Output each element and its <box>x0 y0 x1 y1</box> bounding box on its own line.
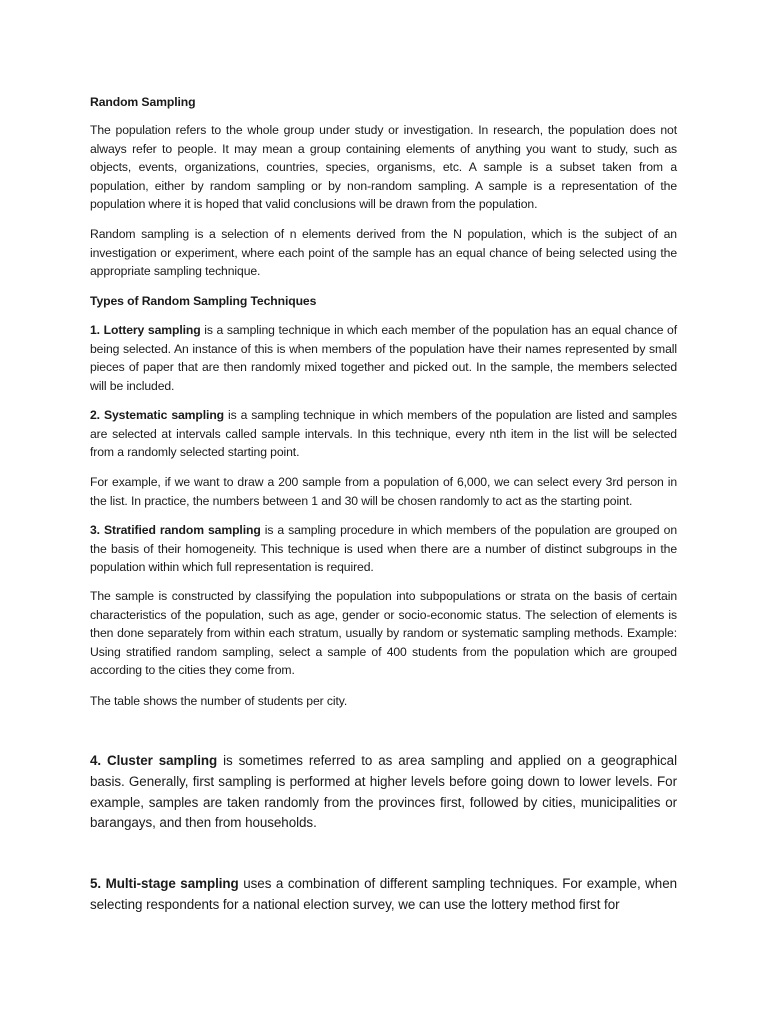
paragraph-cluster-sampling <box>90 751 677 834</box>
paragraph-stratified-detail: The sample is constructed by classifying the population into subpopulations or strata on the basis of certain characteristics of the population, such as age, gender or socio-economic status. The selection of elements is then done separately from within each stratum, usually by random or systematic sampling methods. Example: Using stratified random sampling, select a sample of 400 students from the population which are grouped according to the cities they come from. <box>90 589 677 678</box>
term-cluster-sampling: 4. Cluster sampling <box>90 753 218 768</box>
paragraph-systematic-sampling <box>90 406 677 462</box>
paragraph-stratified-sampling <box>90 521 677 577</box>
term-lottery-sampling: 1. Lottery sampling <box>90 323 201 337</box>
multistage-sampling-text: uses a combination of different sampling techniques. For example, when selecting respondents for a national election survey, we can use the lottery method first for <box>90 876 677 912</box>
term-systematic-sampling: 2. Systematic sampling <box>90 408 225 422</box>
systematic-sampling-text: is a sampling technique in which members of the population are listed and samples are selected at intervals called sample intervals. In this technique, every nth item in the list will be selected from a randomly selected starting point. <box>90 408 677 460</box>
paragraph-multistage-sampling <box>90 874 677 916</box>
page-title: Random Sampling <box>90 95 196 109</box>
paragraph-lottery-sampling <box>90 321 677 395</box>
term-multi-stage-sampling: 5. Multi-stage sampling <box>90 876 239 891</box>
paragraph-table-note: The table shows the number of students per city. <box>90 694 348 708</box>
lottery-sampling-text: is a sampling technique in which each member of the population has an equal chance of being selected. An instance of this is when members of the population have their names represented by small pieces of paper that are then randomly mixed together and picked out. In the sample, the members selected will be included. <box>90 323 677 393</box>
stratified-sampling-text: is a sampling procedure in which members of the population are grouped on the basis of their homogeneity. This technique is used when there are a number of distinct subgroups in the population within which full representation is required. <box>90 523 677 575</box>
section-heading-types: Types of Random Sampling Techniques <box>90 294 317 308</box>
cluster-sampling-text: is sometimes referred to as area sampling and applied on a geographical basis. Generally, first sampling is performed at higher levels before going down to lower levels. For example, samples are taken randomly from the provinces first, followed by cities, municipalities or barangays, and then from households. <box>90 753 677 831</box>
paragraph-random-sampling: Random sampling is a selection of n elements derived from the N population, which is the subject of an investigation or experiment, where each point of the sample has an equal chance of being selected using the appropriate sampling technique. <box>90 227 677 279</box>
term-stratified-random-sampling: 3. Stratified random sampling <box>90 523 261 537</box>
paragraph-population: The population refers to the whole group under study or investigation. In research, the population does not always refer to people. It may mean a group containing elements of anything you want to study, such as objects, events, organizations, countries, species, organisms, etc. A sample is a subset taken from a population, either by random sampling or by non-random sampling. A sample is a representation of the population where it is hoped that valid conclusions will be drawn from the population. <box>90 123 677 212</box>
paragraph-systematic-example: For example, if we want to draw a 200 sample from a population of 6,000, we can select every 3rd person in the list. In practice, the numbers between 1 and 30 will be chosen randomly to act as the starting point. <box>90 475 677 508</box>
